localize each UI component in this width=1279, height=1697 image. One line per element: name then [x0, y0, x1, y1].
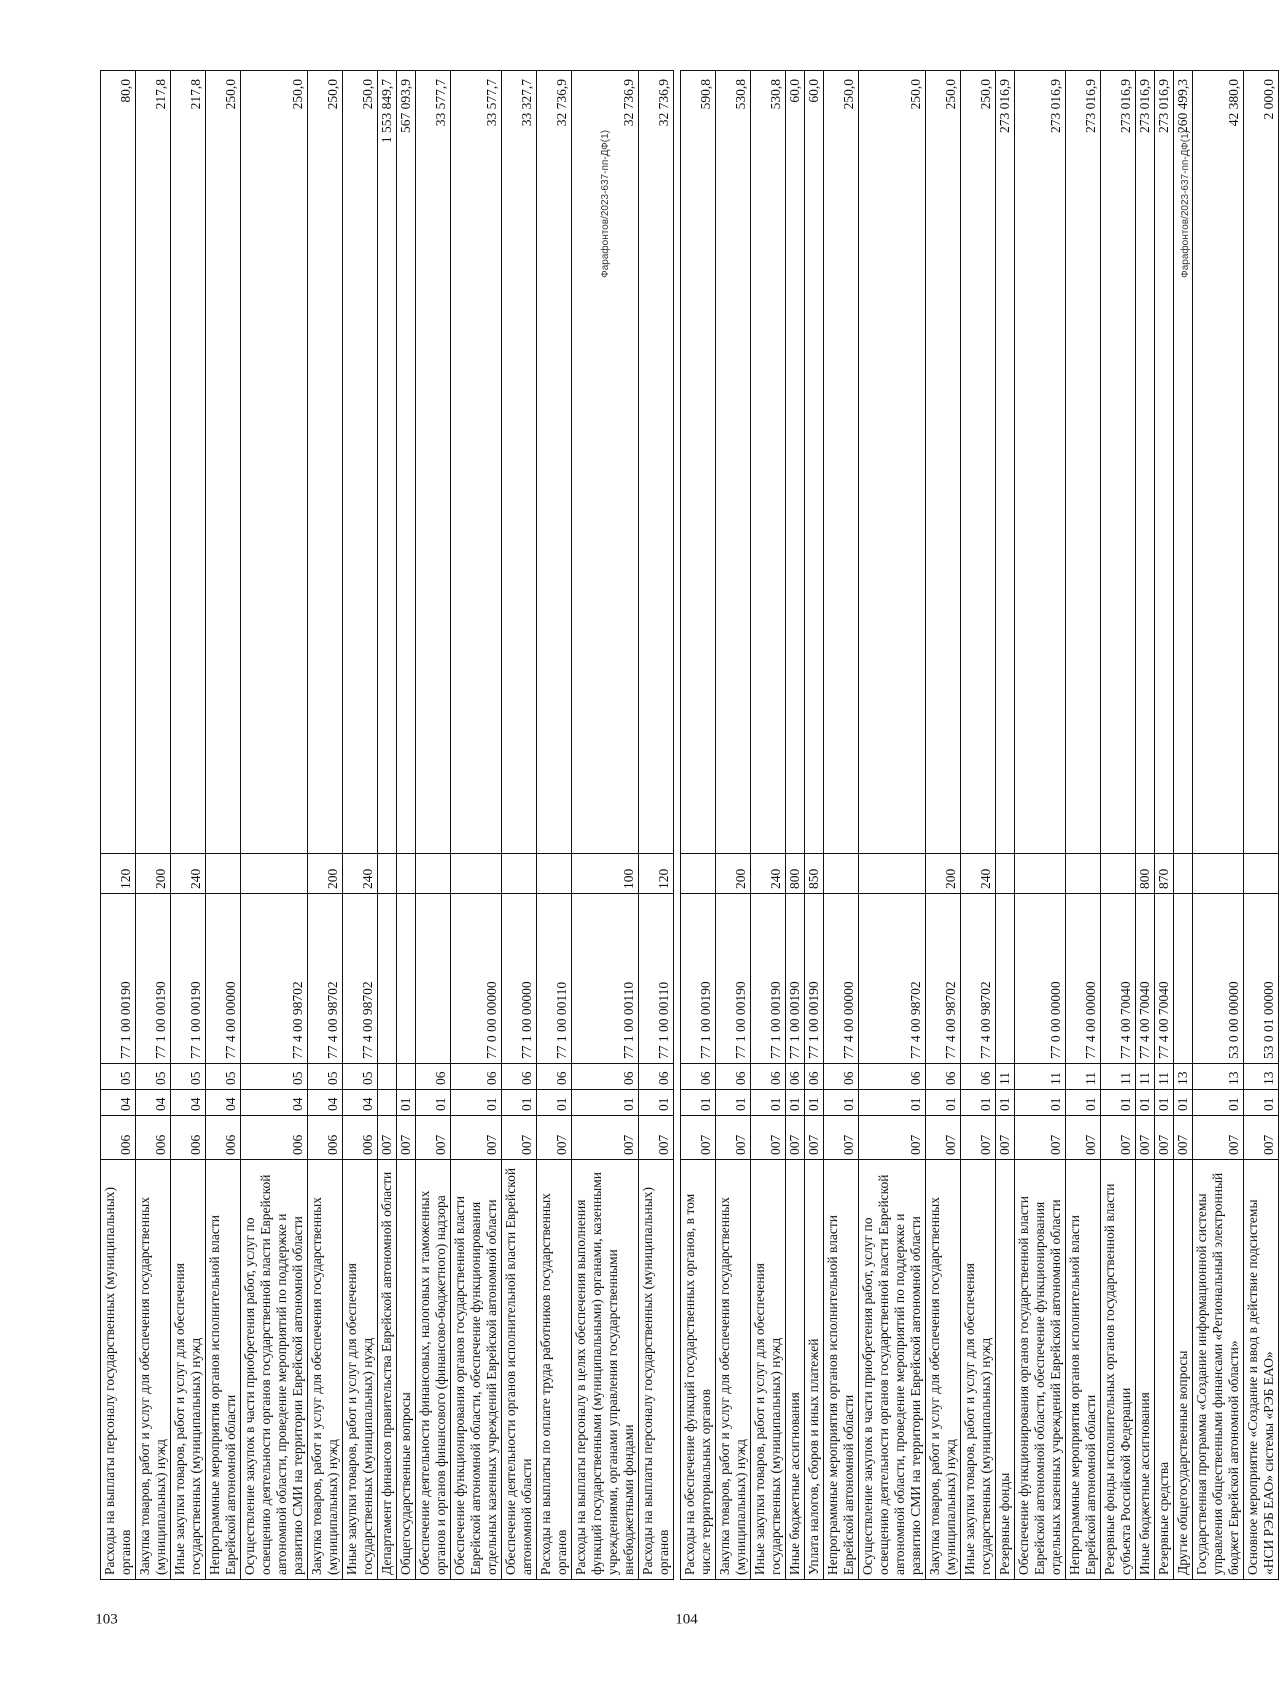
cell-target-article: 77 1 00 00110	[537, 894, 572, 1064]
row-name: Непрограммные мероприятия органов исполнительной власти Еврейской автономной области	[824, 1160, 859, 1580]
cell-razdel: 01	[537, 1090, 572, 1116]
budget-table	[100, 70, 674, 1580]
table-row	[681, 71, 716, 1580]
cell-grbs: 006	[241, 1116, 308, 1160]
cell-grbs: 007	[639, 1116, 674, 1160]
cell-target-article: 77 1 00 00190	[716, 894, 751, 1064]
cell-podrazdel: 06	[451, 1064, 502, 1090]
cell-expense-type: 100	[572, 854, 639, 894]
cell-target-article	[416, 894, 451, 1064]
cell-razdel: 01	[451, 1090, 502, 1116]
row-name: Резервные фонды	[996, 1160, 1015, 1580]
cell-expense-type	[378, 854, 397, 894]
table-row	[786, 71, 805, 1580]
table-row	[716, 71, 751, 1580]
table-row	[805, 71, 824, 1580]
cell-expense-type	[1015, 854, 1066, 894]
table-row	[751, 71, 786, 1580]
row-name: Обеспечение функционирования органов государственной власти Еврейской автономной области, обеспечение функционирования отдельных казенных учреждений Еврейской автономной области	[1015, 1160, 1066, 1580]
cell-target-article	[397, 894, 416, 1064]
cell-grbs: 007	[1066, 1116, 1101, 1160]
cell-amount: 33 577,7	[451, 71, 502, 854]
row-name: Обеспечение функционирования органов государственной власти Еврейской автономной области, обеспечение функционирования отдельных казенных учреждений Еврейской автономной области	[451, 1160, 502, 1580]
table-row	[961, 71, 996, 1580]
cell-expense-type	[824, 854, 859, 894]
cell-razdel: 01	[681, 1090, 716, 1116]
row-name: Иные бюджетные ассигнования	[1136, 1160, 1155, 1580]
row-name: Закупка товаров, работ и услуг для обеспечения государственных (муниципальных) нужд	[136, 1160, 171, 1580]
row-name: Расходы на выплаты персоналу в целях обеспечения выполнения функций государственными (муниципальными) органами, казенными учреждениями, органами управления государственными внебюджетными фондами	[572, 1160, 639, 1580]
table-row	[1155, 71, 1174, 1580]
row-name: Резервные фонды исполнительных органов государственной власти субъекта Российской Федерации	[1101, 1160, 1136, 1580]
table-row	[1101, 71, 1136, 1580]
row-name: Расходы на обеспечение функций государственных органов, в том числе территориальных органов	[681, 1160, 716, 1580]
cell-podrazdel: 11	[1101, 1064, 1136, 1090]
cell-grbs: 007	[805, 1116, 824, 1160]
cell-amount: 530,8	[751, 71, 786, 854]
cell-podrazdel	[397, 1064, 416, 1090]
cell-amount: 250,0	[206, 71, 241, 854]
cell-amount: 32 736,9	[537, 71, 572, 854]
cell-expense-type: 850	[805, 854, 824, 894]
cell-amount: 217,8	[136, 71, 171, 854]
cell-grbs: 007	[926, 1116, 961, 1160]
cell-amount: 250,0	[343, 71, 378, 854]
cell-expense-type: 240	[343, 854, 378, 894]
cell-target-article: 77 1 00 00190	[751, 894, 786, 1064]
cell-target-article	[378, 894, 397, 1064]
table-row	[996, 71, 1015, 1580]
cell-razdel: 01	[416, 1090, 451, 1116]
cell-grbs: 007	[537, 1116, 572, 1160]
row-name: Иные закупки товаров, работ и услуг для обеспечения государственных (муниципальных) нужд	[171, 1160, 206, 1580]
cell-podrazdel: 06	[416, 1064, 451, 1090]
cell-razdel: 01	[996, 1090, 1015, 1116]
cell-target-article: 77 4 00 98702	[961, 894, 996, 1064]
cell-amount: 273 016,9	[1015, 71, 1066, 854]
cell-amount: 273 016,9	[1066, 71, 1101, 854]
cell-target-article: 77 1 00 00190	[171, 894, 206, 1064]
row-name: Иные бюджетные ассигнования	[786, 1160, 805, 1580]
cell-grbs: 007	[378, 1116, 397, 1160]
cell-amount: 590,8	[681, 71, 716, 854]
cell-podrazdel: 06	[639, 1064, 674, 1090]
cell-grbs: 007	[572, 1116, 639, 1160]
cell-expense-type	[206, 854, 241, 894]
table-row	[1015, 71, 1066, 1580]
cell-razdel: 01	[961, 1090, 996, 1116]
cell-razdel: 04	[206, 1090, 241, 1116]
cell-grbs: 006	[343, 1116, 378, 1160]
cell-grbs: 007	[786, 1116, 805, 1160]
cell-grbs: 007	[1015, 1116, 1066, 1160]
page-number: 103	[95, 1611, 118, 1628]
cell-target-article: 77 4 00 00000	[206, 894, 241, 1064]
row-name: Иные закупки товаров, работ и услуг для обеспечения государственных (муниципальных) нужд	[751, 1160, 786, 1580]
document-page-104	[640, 60, 1276, 1640]
row-name: Закупка товаров, работ и услуг для обеспечения государственных (муниципальных) нужд	[308, 1160, 343, 1580]
row-name: Основное мероприятие «Создание и ввод в действие подсистемы «НСИ РЭБ ЕАО» системы «РЭБ ЕАО»	[1244, 1160, 1279, 1580]
cell-podrazdel: 11	[996, 1064, 1015, 1090]
cell-grbs: 007	[1193, 1116, 1244, 1160]
cell-podrazdel: 05	[136, 1064, 171, 1090]
cell-razdel: 01	[751, 1090, 786, 1116]
cell-expense-type: 200	[716, 854, 751, 894]
cell-podrazdel: 06	[502, 1064, 537, 1090]
row-name: Непрограммные мероприятия органов исполнительной власти Еврейской автономной области	[206, 1160, 241, 1580]
row-name: Другие общегосударственные вопросы	[1174, 1160, 1193, 1580]
cell-expense-type: 800	[1136, 854, 1155, 894]
cell-expense-type	[996, 854, 1015, 894]
cell-grbs: 007	[451, 1116, 502, 1160]
row-name: Осуществление закупок в части приобретения работ, услуг по освещению деятельности органов государственной власти Еврейской автономной области, проведение мероприятий по поддержке и развитию СМИ на территории Еврейской автономной области	[859, 1160, 926, 1580]
row-name: Иные закупки товаров, работ и услуг для обеспечения государственных (муниципальных) нужд	[343, 1160, 378, 1580]
cell-target-article: 77 4 00 00000	[1066, 894, 1101, 1064]
cell-expense-type	[681, 854, 716, 894]
cell-amount: 80,0	[101, 71, 136, 854]
table-row	[824, 71, 859, 1580]
cell-amount: 250,0	[859, 71, 926, 854]
cell-amount: 273 016,9	[1136, 71, 1155, 854]
row-name: Расходы на выплаты персоналу государственных (муниципальных) органов	[639, 1160, 674, 1580]
document-footer-code: Фарафонтов/2023-637-пп-ДФ(1)	[600, 130, 611, 278]
cell-expense-type: 870	[1155, 854, 1174, 894]
cell-grbs: 007	[716, 1116, 751, 1160]
table-row	[537, 71, 572, 1580]
cell-podrazdel: 05	[241, 1064, 308, 1090]
cell-razdel: 01	[1244, 1090, 1279, 1116]
cell-expense-type: 200	[136, 854, 171, 894]
cell-expense-type	[451, 854, 502, 894]
document-page-103	[60, 60, 671, 1640]
row-name: Закупка товаров, работ и услуг для обеспечения государственных (муниципальных) нужд	[716, 1160, 751, 1580]
cell-amount: 32 736,9	[572, 71, 639, 854]
cell-expense-type	[1066, 854, 1101, 894]
cell-amount: 217,8	[171, 71, 206, 854]
cell-amount: 60,0	[805, 71, 824, 854]
cell-amount: 260 499,3	[1174, 71, 1193, 854]
cell-grbs: 007	[859, 1116, 926, 1160]
cell-amount: 33 327,7	[502, 71, 537, 854]
cell-grbs: 007	[502, 1116, 537, 1160]
cell-target-article: 77 4 00 98702	[308, 894, 343, 1064]
cell-razdel: 04	[241, 1090, 308, 1116]
table-row	[171, 71, 206, 1580]
cell-amount: 60,0	[786, 71, 805, 854]
table-row	[1136, 71, 1155, 1580]
row-name: Непрограммные мероприятия органов исполнительной власти Еврейской автономной области	[1066, 1160, 1101, 1580]
cell-grbs: 007	[996, 1116, 1015, 1160]
cell-razdel: 01	[397, 1090, 416, 1116]
cell-grbs: 007	[1101, 1116, 1136, 1160]
table-row	[859, 71, 926, 1580]
cell-amount: 2 000,0	[1244, 71, 1279, 854]
cell-expense-type	[1101, 854, 1136, 894]
cell-target-article: 77 4 00 98702	[859, 894, 926, 1064]
cell-expense-type	[537, 854, 572, 894]
cell-podrazdel: 05	[206, 1064, 241, 1090]
cell-podrazdel: 06	[859, 1064, 926, 1090]
cell-grbs: 006	[101, 1116, 136, 1160]
cell-expense-type: 120	[639, 854, 674, 894]
table-row	[926, 71, 961, 1580]
cell-amount: 250,0	[241, 71, 308, 854]
cell-amount: 32 736,9	[639, 71, 674, 854]
table-row	[397, 71, 416, 1580]
cell-amount: 250,0	[824, 71, 859, 854]
cell-grbs: 006	[171, 1116, 206, 1160]
cell-razdel: 04	[136, 1090, 171, 1116]
cell-amount: 273 016,9	[1101, 71, 1136, 854]
cell-amount: 250,0	[926, 71, 961, 854]
cell-grbs: 006	[206, 1116, 241, 1160]
cell-podrazdel: 11	[1155, 1064, 1174, 1090]
cell-target-article: 77 4 00 98702	[241, 894, 308, 1064]
table-row	[502, 71, 537, 1580]
cell-amount: 33 577,7	[416, 71, 451, 854]
row-name: Осуществление закупок в части приобретения работ, услуг по освещению деятельности органов государственной власти Еврейской автономной области, проведение мероприятий по поддержке и развитию СМИ на территории Еврейской автономной области	[241, 1160, 308, 1580]
cell-expense-type: 200	[308, 854, 343, 894]
cell-razdel: 01	[859, 1090, 926, 1116]
cell-podrazdel: 13	[1193, 1064, 1244, 1090]
cell-expense-type	[859, 854, 926, 894]
table-row	[1066, 71, 1101, 1580]
cell-target-article: 77 4 00 00000	[824, 894, 859, 1064]
cell-razdel: 01	[786, 1090, 805, 1116]
table-row	[308, 71, 343, 1580]
cell-podrazdel: 06	[716, 1064, 751, 1090]
table-row	[416, 71, 451, 1580]
document-footer-code: Фарафонтов/2023-637-пп-ДФ(1)	[1180, 130, 1191, 278]
cell-expense-type: 120	[101, 854, 136, 894]
cell-podrazdel: 06	[786, 1064, 805, 1090]
page-number: 104	[675, 1611, 698, 1628]
cell-podrazdel: 06	[805, 1064, 824, 1090]
cell-podrazdel: 06	[926, 1064, 961, 1090]
cell-amount: 250,0	[308, 71, 343, 854]
row-name: Закупка товаров, работ и услуг для обеспечения государственных (муниципальных) нужд	[926, 1160, 961, 1580]
cell-grbs: 007	[1155, 1116, 1174, 1160]
cell-expense-type: 800	[786, 854, 805, 894]
cell-expense-type	[241, 854, 308, 894]
cell-podrazdel: 06	[537, 1064, 572, 1090]
cell-expense-type	[397, 854, 416, 894]
cell-podrazdel: 05	[101, 1064, 136, 1090]
cell-amount: 1 553 849,7	[378, 71, 397, 854]
row-name: Обеспечение деятельности органов исполнительной власти Еврейской автономной области	[502, 1160, 537, 1580]
cell-podrazdel: 05	[171, 1064, 206, 1090]
row-name: Государственная программа «Создание информационной системы управления общественными финансами «Региональный электронный бюджет Еврейской автономной области»	[1193, 1160, 1244, 1580]
cell-grbs: 006	[308, 1116, 343, 1160]
cell-podrazdel: 06	[751, 1064, 786, 1090]
cell-grbs: 007	[416, 1116, 451, 1160]
cell-expense-type	[1193, 854, 1244, 894]
cell-razdel: 04	[101, 1090, 136, 1116]
row-name: Иные закупки товаров, работ и услуг для обеспечения государственных (муниципальных) нужд	[961, 1160, 996, 1580]
cell-target-article: 77 0 00 00000	[1015, 894, 1066, 1064]
cell-target-article: 77 4 00 70040	[1101, 894, 1136, 1064]
cell-amount: 42 380,0	[1193, 71, 1244, 854]
cell-grbs: 007	[1136, 1116, 1155, 1160]
cell-podrazdel: 06	[961, 1064, 996, 1090]
cell-target-article: 77 4 00 70040	[1136, 894, 1155, 1064]
cell-razdel: 04	[308, 1090, 343, 1116]
table-row	[241, 71, 308, 1580]
cell-razdel: 01	[502, 1090, 537, 1116]
cell-podrazdel: 06	[681, 1064, 716, 1090]
cell-podrazdel: 06	[824, 1064, 859, 1090]
cell-target-article: 77 1 00 00000	[502, 894, 537, 1064]
cell-expense-type: 240	[961, 854, 996, 894]
cell-target-article: 77 1 00 00190	[101, 894, 136, 1064]
cell-grbs: 007	[751, 1116, 786, 1160]
cell-amount: 273 016,9	[1155, 71, 1174, 854]
cell-amount: 530,8	[716, 71, 751, 854]
row-name: Резервные средства	[1155, 1160, 1174, 1580]
cell-target-article: 77 1 00 00190	[786, 894, 805, 1064]
cell-razdel: 01	[1155, 1090, 1174, 1116]
row-name: Расходы на выплаты персоналу государственных (муниципальных) органов	[101, 1160, 136, 1580]
row-name: Расходы на выплаты по оплате труда работников государственных органов	[537, 1160, 572, 1580]
cell-razdel: 01	[1174, 1090, 1193, 1116]
cell-grbs: 006	[136, 1116, 171, 1160]
cell-amount: 250,0	[961, 71, 996, 854]
cell-target-article: 77 1 00 00190	[805, 894, 824, 1064]
cell-razdel: 01	[926, 1090, 961, 1116]
row-name: Департамент финансов правительства Еврейской автономной области	[378, 1160, 397, 1580]
cell-razdel: 04	[343, 1090, 378, 1116]
cell-podrazdel	[378, 1064, 397, 1090]
cell-expense-type: 200	[926, 854, 961, 894]
cell-razdel: 01	[1101, 1090, 1136, 1116]
cell-target-article: 77 1 00 00190	[681, 894, 716, 1064]
cell-grbs: 007	[681, 1116, 716, 1160]
row-name: Обеспечение деятельности финансовых, налоговых и таможенных органов и органов финансового (финансово-бюджетного) надзора	[416, 1160, 451, 1580]
cell-target-article: 77 1 00 00110	[572, 894, 639, 1064]
cell-podrazdel: 11	[1136, 1064, 1155, 1090]
table-row	[101, 71, 136, 1580]
cell-amount: 567 093,9	[397, 71, 416, 854]
cell-expense-type	[1244, 854, 1279, 894]
cell-target-article: 77 1 00 00190	[136, 894, 171, 1064]
cell-expense-type: 240	[171, 854, 206, 894]
cell-razdel: 01	[1193, 1090, 1244, 1116]
cell-razdel: 01	[824, 1090, 859, 1116]
cell-grbs: 007	[397, 1116, 416, 1160]
cell-razdel: 01	[639, 1090, 674, 1116]
cell-target-article: 77 4 00 98702	[343, 894, 378, 1064]
cell-podrazdel: 13	[1174, 1064, 1193, 1090]
cell-razdel: 01	[716, 1090, 751, 1116]
table-row	[378, 71, 397, 1580]
cell-expense-type	[502, 854, 537, 894]
cell-expense-type: 240	[751, 854, 786, 894]
cell-razdel: 01	[805, 1090, 824, 1116]
cell-target-article: 77 4 00 98702	[926, 894, 961, 1064]
cell-podrazdel: 06	[572, 1064, 639, 1090]
table-row	[1244, 71, 1279, 1580]
cell-razdel: 01	[1066, 1090, 1101, 1116]
cell-target-article: 77 0 00 00000	[451, 894, 502, 1064]
cell-podrazdel: 11	[1015, 1064, 1066, 1090]
cell-target-article: 77 4 00 70040	[1155, 894, 1174, 1064]
cell-podrazdel: 13	[1244, 1064, 1279, 1090]
table-row	[136, 71, 171, 1580]
cell-target-article: 53 0 01 00000	[1244, 894, 1279, 1064]
cell-grbs: 007	[1174, 1116, 1193, 1160]
table-row	[206, 71, 241, 1580]
row-name: Общегосударственные вопросы	[397, 1160, 416, 1580]
cell-target-article: 77 1 00 00110	[639, 894, 674, 1064]
cell-podrazdel: 05	[343, 1064, 378, 1090]
cell-razdel: 04	[171, 1090, 206, 1116]
cell-razdel: 01	[572, 1090, 639, 1116]
cell-podrazdel: 05	[308, 1064, 343, 1090]
cell-target-article	[996, 894, 1015, 1064]
cell-grbs: 007	[1244, 1116, 1279, 1160]
cell-grbs: 007	[824, 1116, 859, 1160]
cell-amount: 273 016,9	[996, 71, 1015, 854]
cell-razdel: 01	[1136, 1090, 1155, 1116]
row-name: Уплата налогов, сборов и иных платежей	[805, 1160, 824, 1580]
table-row	[343, 71, 378, 1580]
cell-podrazdel: 11	[1066, 1064, 1101, 1090]
table-row	[451, 71, 502, 1580]
cell-razdel: 01	[1015, 1090, 1066, 1116]
cell-expense-type	[416, 854, 451, 894]
cell-grbs: 007	[961, 1116, 996, 1160]
cell-target-article: 53 0 00 00000	[1193, 894, 1244, 1064]
table-row	[1193, 71, 1244, 1580]
cell-razdel	[378, 1090, 397, 1116]
